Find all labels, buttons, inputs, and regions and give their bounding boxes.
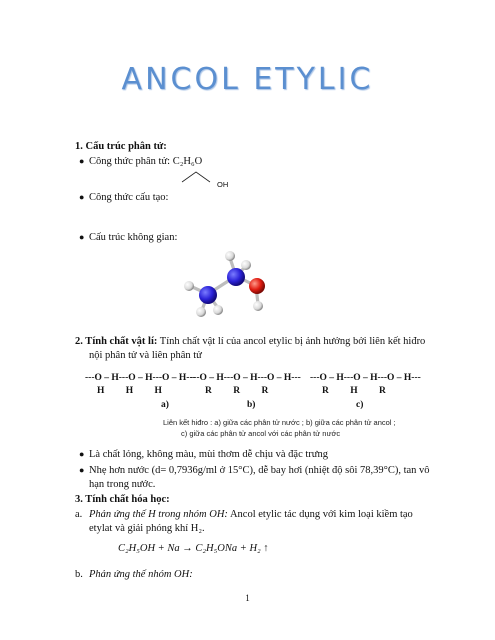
reaction-a-label: a. (75, 509, 83, 520)
formula-label: Công thức phân tử: C₂H₆O (89, 156, 203, 167)
section2-heading-text: Tính chất vật lí của ancol etylic bị ảnh hưởng bởi liên kết hiđro (159, 336, 426, 347)
reaction-equation: C₂H₅OH + Na → C₂H₅ONa + H₂ ↑ (118, 543, 269, 554)
document-title: ANCOL ETYLIC (121, 62, 374, 97)
section1-heading: 1. Cấu trúc phân tử: (75, 141, 167, 152)
hydrogen-atom (184, 281, 194, 291)
hbond-a-chain: ---O – H---O – H---O – H--- (85, 373, 196, 383)
carbon-atom (199, 286, 217, 304)
reaction-b-title: Phản ứng thế nhóm OH: (89, 569, 193, 580)
page-number: 1 (245, 593, 250, 603)
bullet-icon: ● (79, 232, 85, 242)
property-density-line2: hạn trong nước. (89, 479, 156, 490)
reaction-a-line1 (89, 508, 413, 521)
hydrogen-atom (213, 305, 223, 315)
hbond-c-substituents: R H R (322, 386, 386, 396)
hbond-caption-line1: Liên kết hiđro : a) giữa các phân tử nước ; b) giữa các phân tử ancol ; (163, 418, 396, 427)
bullet-icon: ● (79, 192, 85, 202)
bullet-icon: ● (79, 465, 85, 475)
section2-heading-text-line2: nội phân tử và liên phân tử (89, 350, 202, 361)
skeletal-oh: OH (217, 180, 229, 189)
section2-heading-bold: 2. Tính chất vật lí: (75, 336, 158, 347)
property-colorless: Là chất lỏng, không màu, mùi thơm dễ chịu và đặc trưng (89, 449, 328, 460)
hbond-a-substituents: H H H (97, 386, 162, 396)
reaction-a-title: Phản ứng thế H trong nhóm OH: (89, 509, 228, 520)
hbond-b-chain: ---O – H---O – H---O – H--- (190, 373, 301, 383)
molecule-3d-model (180, 246, 280, 322)
spatial-label: Cấu trúc không gian: (89, 232, 178, 243)
hydrogen-atom (253, 301, 263, 311)
hbond-label-a: a) (161, 400, 169, 410)
carbon-atom (227, 268, 245, 286)
reaction-a-text: Ancol etylic tác dụng với kim loại kiềm tạo (227, 509, 413, 520)
reaction-a-line2: etylat và giải phóng khí H₂. (89, 523, 205, 534)
hbond-c-chain: ---O – H---O – H---O – H--- (310, 373, 421, 383)
hbond-label-c: c) (356, 400, 364, 410)
hbond-b-substituents: R R R (205, 386, 269, 396)
property-density-line1: Nhẹ hơn nước (d= 0,7936g/ml ở 15°C), dễ bay hơi (nhiệt độ sôi 78,39°C), tan vô (89, 465, 430, 476)
section3-heading: 3. Tính chất hóa học: (75, 494, 170, 505)
bullet-icon: ● (79, 449, 85, 459)
hbond-label-b: b) (247, 400, 256, 410)
bullet-icon: ● (79, 156, 85, 166)
section2-heading (75, 335, 425, 348)
oxygen-atom (249, 278, 265, 294)
hydrogen-atom (196, 307, 206, 317)
hydrogen-atom (241, 260, 251, 270)
hbond-caption-line2: c) giữa các phân tử ancol với các phân tử nước (181, 429, 341, 438)
reaction-b-label: b. (75, 569, 83, 580)
structure-label: Công thức cấu tạo: (89, 192, 169, 203)
hydrogen-atom (225, 251, 235, 261)
skeletal-bonds (182, 172, 210, 182)
